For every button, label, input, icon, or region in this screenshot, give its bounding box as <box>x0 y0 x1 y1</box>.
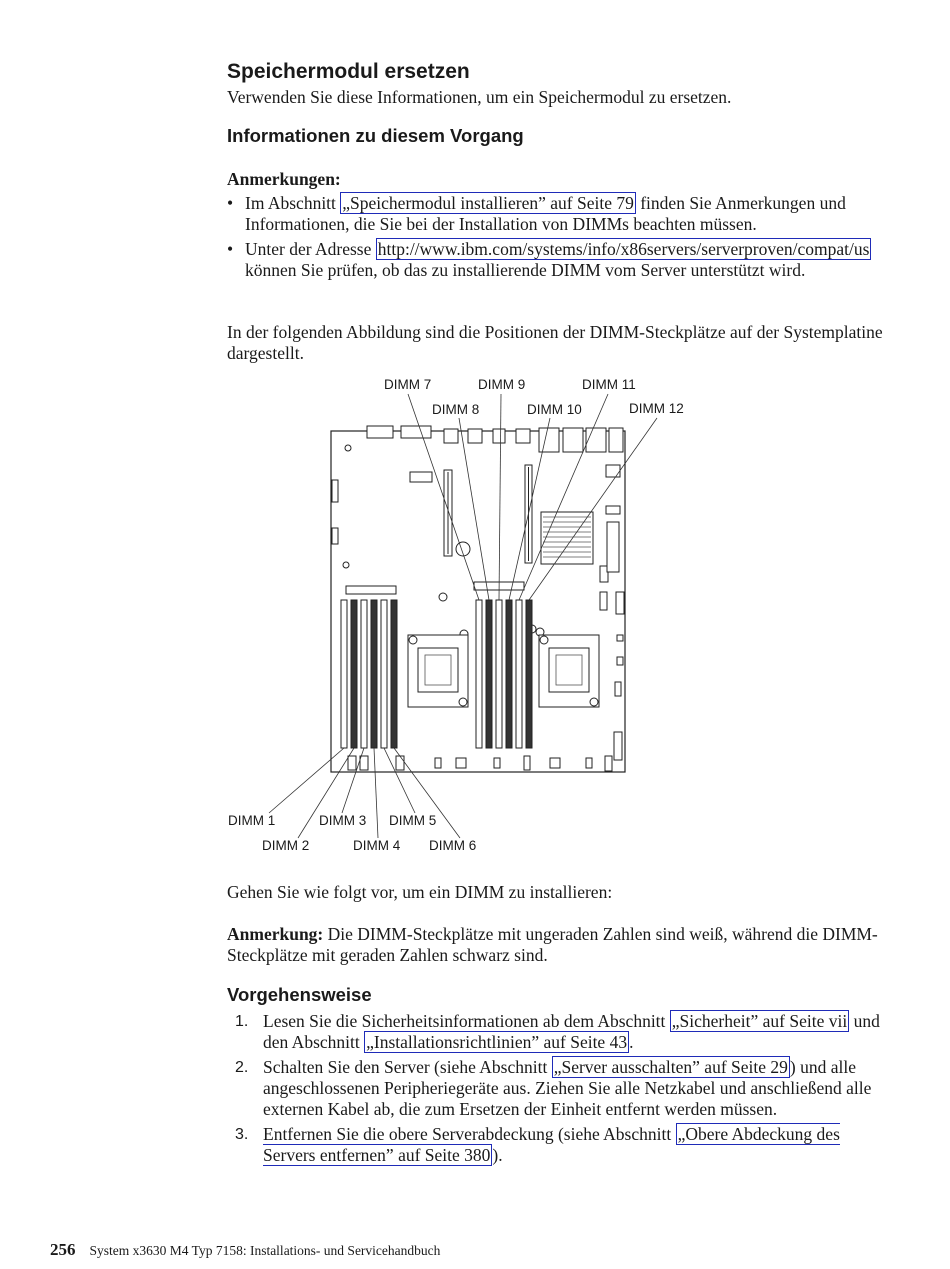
step-text: Schalten Sie den Server (siehe Abschnitt <box>263 1057 552 1077</box>
dimm-3-label: DIMM 3 <box>319 813 367 828</box>
note-text: Unter der Adresse <box>245 239 376 259</box>
processor-socket-2 <box>539 635 599 707</box>
step-number: 3. <box>235 1126 249 1143</box>
dimm-12-label: DIMM 12 <box>629 401 684 416</box>
procedure-step <box>227 1011 887 1053</box>
note-text: finden Sie Anmerkungen und Informationen, die Sie bei der Installation von DIMMs beachten müssen. <box>245 193 846 234</box>
dimm-6-label: DIMM 6 <box>429 838 477 853</box>
note-text: Im Abschnitt <box>245 193 341 213</box>
xref-link-safety[interactable]: „Sicherheit” auf Seite vii <box>671 1011 848 1031</box>
dimm-4-label: DIMM 4 <box>353 838 401 853</box>
step-text: und den Abschnitt <box>263 1011 880 1052</box>
page-title: Speichermodul ersetzen <box>227 60 470 83</box>
step-number: 1. <box>235 1013 249 1030</box>
step-text: . <box>629 1032 634 1052</box>
notes-list <box>227 193 887 285</box>
note-text: können Sie prüfen, ob das zu installierende DIMM vom Server unterstützt wird. <box>245 260 806 280</box>
dimm-9-label: DIMM 9 <box>478 377 526 392</box>
procedure-step <box>227 1124 887 1166</box>
procedure-step <box>227 1057 887 1120</box>
dimm-5-label: DIMM 5 <box>389 813 437 828</box>
step-text: ) und alle angeschlossenen Peripheriegeräte aus. Ziehen Sie alle Netzkabel und anschließend alle externen Kabel ab, die zum Ersetzen der Einheit entfernt werden müssen. <box>263 1057 872 1119</box>
note-body: Die DIMM-Steckplätze mit ungeraden Zahlen sind weiß, während die DIMM-Steckplätze mit geraden Zahlen schwarz sind. <box>227 924 878 965</box>
step-number: 2. <box>235 1059 249 1076</box>
xref-link-power-off[interactable]: „Server ausschalten” auf Seite 29 <box>553 1057 788 1077</box>
xref-link-install-memory[interactable]: „Speichermodul installieren” auf Seite 79 <box>342 193 634 213</box>
dimm-8-label: DIMM 8 <box>432 402 480 417</box>
dimm-1-label: DIMM 1 <box>228 813 276 828</box>
section-title: Informationen zu diesem Vorgang <box>227 125 524 146</box>
page-footer <box>50 1240 440 1260</box>
figure-intro: In der folgenden Abbildung sind die Positionen der DIMM-Steckplätze auf der Systemplatine dargestellt. <box>227 322 883 363</box>
dimm-2-label: DIMM 2 <box>262 838 310 853</box>
dimm-7-label: DIMM 7 <box>384 377 432 392</box>
dimm-11-label: DIMM 11 <box>582 377 636 392</box>
note-item <box>227 193 887 235</box>
xref-link-installation-guidelines[interactable]: „Installationsrichtlinien” auf Seite 43 <box>366 1032 628 1052</box>
page-number: 256 <box>50 1240 76 1259</box>
procedure-steps <box>227 1011 887 1170</box>
processor-socket-1 <box>408 635 468 707</box>
procedure-title: Vorgehensweise <box>227 984 372 1005</box>
note-label: Anmerkung: <box>227 924 324 944</box>
url-link-serverproven[interactable]: http://www.ibm.com/systems/info/x86servers/serverproven/compat/us <box>377 239 870 259</box>
xref-link-remove-cover[interactable]: „Obere Abdeckung des Servers entfernen” auf Seite 380 <box>263 1124 840 1165</box>
step-text: Lesen Sie die Sicherheitsinformationen ab dem Abschnitt <box>263 1011 670 1031</box>
system-board-figure <box>220 370 700 875</box>
step-text: Entfernen Sie die obere Serverabdeckung (siehe Abschnitt <box>263 1124 676 1144</box>
book-title: System x3630 M4 Typ 7158: Installations- und Servicehandbuch <box>89 1243 441 1258</box>
system-board-diagram <box>220 370 700 870</box>
dimm-color-note <box>227 924 887 966</box>
intro-text: Verwenden Sie diese Informationen, um ein Speichermodul zu ersetzen. <box>227 87 732 107</box>
dimm-10-label: DIMM 10 <box>527 402 582 417</box>
install-intro: Gehen Sie wie folgt vor, um ein DIMM zu installieren: <box>227 882 613 902</box>
notes-label: Anmerkungen: <box>227 169 341 189</box>
step-text: ). <box>492 1145 503 1165</box>
note-item <box>227 239 887 281</box>
